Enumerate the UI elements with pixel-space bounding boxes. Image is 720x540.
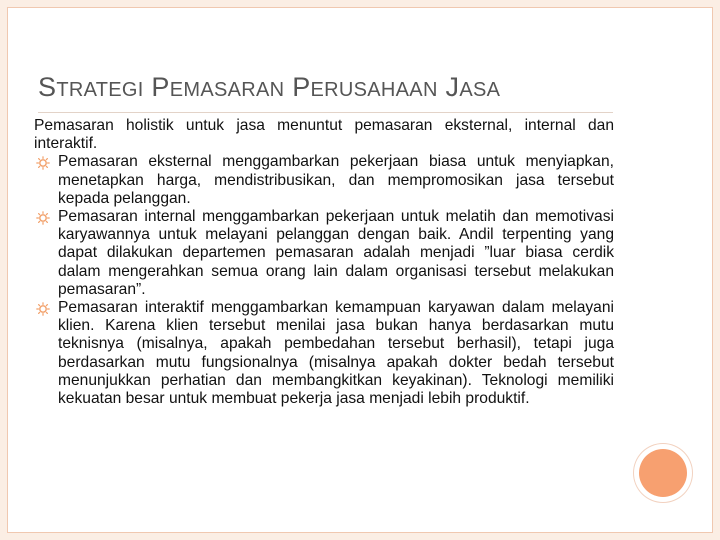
bullet-text: Pemasaran eksternal menggambarkan pekerjaan biasa untuk menyiapkan, menetapkan harga, mendistribusikan, dan mempromosikan jasa tersebut kepada pelanggan. [58, 153, 614, 207]
title-word: STRATEGI [38, 72, 144, 102]
bullet-item [34, 208, 614, 299]
sunburst-bullet-icon [36, 211, 50, 225]
slide-body [34, 117, 614, 408]
title-word: PEMASARAN [151, 72, 285, 102]
bullet-text: Pemasaran internal menggambarkan pekerjaan untuk melatih dan memotivasi karyawannya untuk melayani pelanggan dengan baik. Andil terpenting yang dapat dilakukan departemen pemasaran adalah menjadi ”luar biasa cerdik dalam mengerahkan semua orang lain dalam organisasi tersebut melakukan pemasaran”. [58, 208, 614, 298]
sunburst-bullet-icon [36, 156, 50, 170]
title-divider [38, 112, 613, 113]
slide-title [38, 72, 678, 103]
bullet-item [34, 299, 614, 408]
intro-paragraph: Pemasaran holistik untuk jasa menuntut pemasaran eksternal, internal dan interaktif. [34, 117, 614, 153]
title-word: JASA [445, 72, 501, 102]
bullet-item [34, 153, 614, 208]
sunburst-bullet-icon [36, 302, 50, 316]
decorative-circle [639, 449, 687, 497]
bullet-list [34, 153, 614, 408]
title-word: PERUSAHAAN [292, 72, 438, 102]
bullet-text: Pemasaran interaktif menggambarkan kemampuan karyawan dalam melayani klien. Karena klien tersebut menilai jasa bukan hanya berdasarkan mutu teknisnya (misalnya, apakah pembedahan tersebut berhasil), tetapi juga berdasarkan mutu fungsionalnya (misalnya apakah dokter bedah tersebut menunjukkan perhatian dan membangkitkan keyakinan). Teknologi memiliki kekuatan besar untuk membuat pekerja jasa menjadi lebih produktif. [58, 299, 614, 408]
